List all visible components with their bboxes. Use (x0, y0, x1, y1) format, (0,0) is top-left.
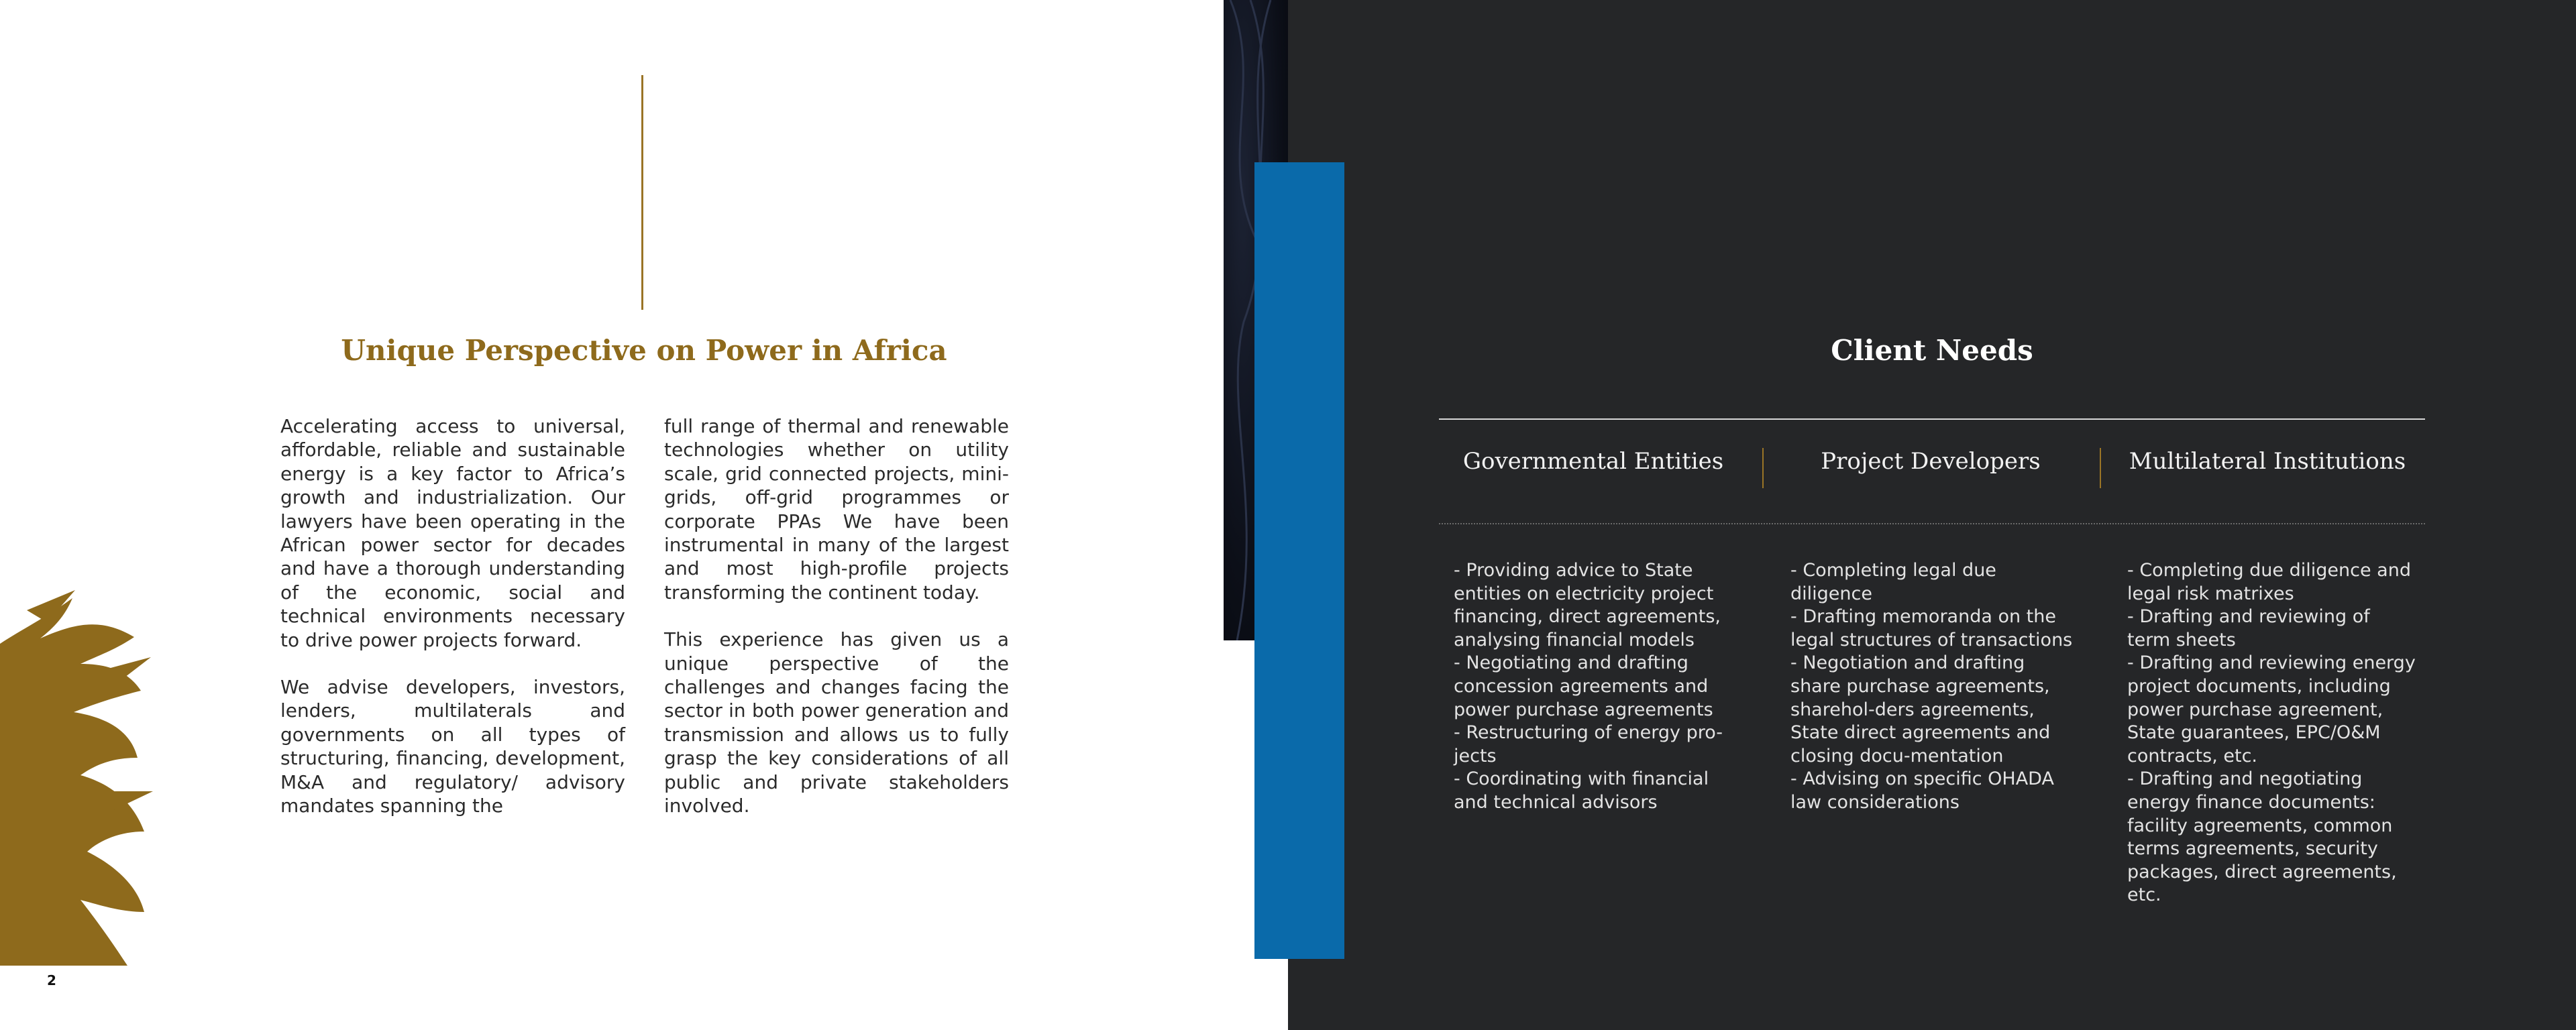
list-item: - Drafting memoranda on the legal structures of transactions (1790, 606, 2073, 650)
list-item: - Drafting and reviewing energy project documents, including power purchase agreement, State guarantees, EPC/O&M contracts, etc. (2127, 652, 2416, 766)
paragraph: Accelerating access to universal, affordable, reliable and sustainable energy is a key factor to Africa’s growth and industrialization. Our lawyers have been operating in the African power sector for decades and have a thorough understanding of the economic, social and technical environments necessary to drive power projects forward. (280, 415, 625, 651)
body-column-right (664, 414, 1009, 842)
blue-accent-bar (1254, 162, 1344, 959)
column-heading-developers: Project Developers (1821, 448, 2041, 475)
divider-line (1439, 418, 2425, 420)
list-item: - Advising on specific OHADA law considerations (1790, 768, 2054, 813)
page-title: Unique Perspective on Power in Africa (341, 334, 947, 367)
list-item: - Drafting and negotiating energy finance documents: facility agreements, common terms agreements, security packages, direct agreements, etc. (2127, 768, 2397, 906)
column-separator (2100, 448, 2101, 488)
dotted-divider (1439, 523, 2425, 524)
page-number: 2 (47, 972, 56, 988)
section-title: Client Needs (1831, 334, 2033, 367)
list-item: - Providing advice to State entities on electricity project financing, direct agreements, analysing financial models (1454, 560, 1721, 650)
column-heading-multilateral: Multilateral Institutions (2129, 448, 2406, 475)
paragraph: This experience has given us a unique perspective of the challenges and changes facing the sector in both power generation and transmission and allows us to fully grasp the key considerations of all public and private stakeholders involved. (664, 628, 1009, 817)
paragraph: We advise developers, investors, lenders, multilaterals and governments on all types of structuring, financing, development, M&A and regulatory/ advisory mandates spanning the (280, 676, 625, 817)
list-item: - Negotiation and drafting share purchase agreements, sharehol-ders agreements, State direct agreements and closing docu-mentation (1790, 652, 2051, 766)
gold-brush-stroke (0, 590, 154, 966)
needs-list-governmental (1454, 559, 1742, 815)
list-item: - Restructuring of energy pro-jects (1454, 722, 1723, 766)
list-item: - Drafting and reviewing of term sheets (2127, 606, 2370, 650)
list-item: - Completing legal due diligence (1790, 560, 1996, 604)
paragraph: full range of thermal and renewable technologies whether on utility scale, grid connected projects, mini-grids, off-grid programmes or corporate PPAs We have been instrumental in many of the largest and most high-profile projects transforming the continent today. (664, 415, 1009, 604)
column-heading-governmental: Governmental Entities (1462, 448, 1724, 475)
list-item: - Negotiating and drafting concession agreements and power purchase agreements (1454, 652, 1713, 720)
list-item: - Coordinating with financial and technical advisors (1454, 768, 1709, 813)
list-item: - Completing due diligence and legal risk matrixes (2127, 560, 2411, 604)
needs-list-developers (1790, 559, 2079, 815)
column-separator (1762, 448, 1764, 488)
gold-vertical-rule (641, 75, 643, 310)
body-column-left (280, 414, 625, 842)
needs-list-multilateral (2127, 559, 2416, 907)
